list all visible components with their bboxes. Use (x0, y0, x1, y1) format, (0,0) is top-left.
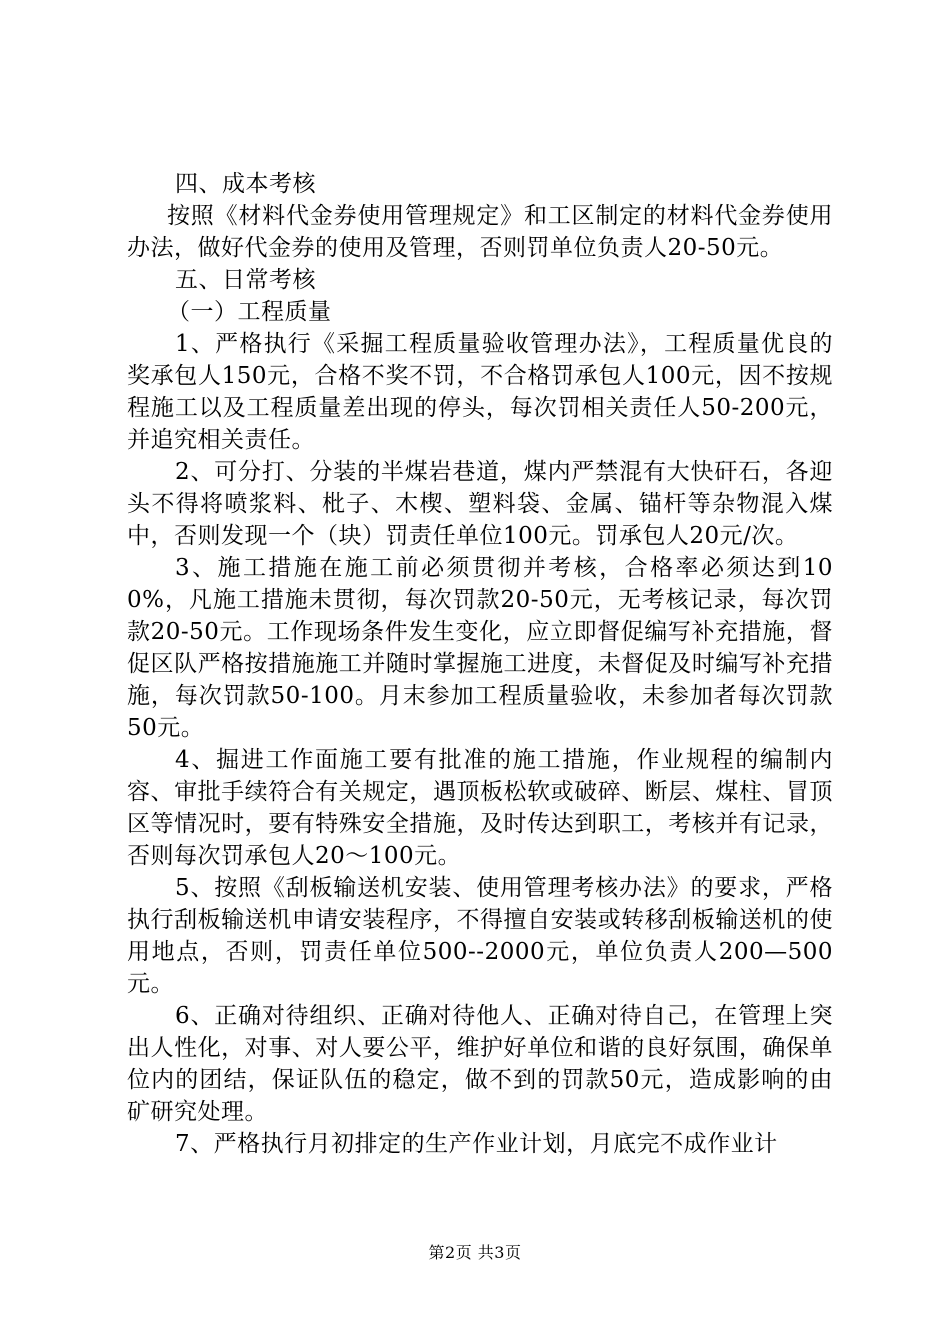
paragraph-item-4: 4、掘进工作面施工要有批准的施工措施，作业规程的编制内容、审批手续符合有关规定，遇顶板松软或破碎、断层、煤柱、冒顶区等情况时，要有特殊安全措施，及时传达到职工，考核并有记录，否则每次罚承包人20～100元。 (127, 747, 833, 869)
paragraph-cost-assessment: 按照《材料代金券使用管理规定》和工区制定的材料代金券使用办法，做好代金券的使用及管理，否则罚单位负责人20-50元。 (127, 203, 833, 261)
paragraph-item-7: 7、严格执行月初排定的生产作业计划，月底完不成作业计 (175, 1131, 778, 1157)
section-heading-daily-assessment: 五、日常考核 (175, 267, 316, 293)
paragraph-item-5: 5、按照《刮板输送机安装、使用管理考核办法》的要求，严格执行刮板输送机申请安装程序，不得擅自安装或转移刮板输送机的使用地点，否则，罚责任单位500--2000元，单位负责人200—500元。 (127, 875, 833, 997)
page-number: 第2页 共3页 (428, 1243, 522, 1262)
paragraph-item-1: 1、严格执行《采掘工程质量验收管理办法》，工程质量优良的奖承包人150元，合格不奖不罚，不合格罚承包人100元，因不按规程施工以及工程质量差出现的停头，每次罚相关责任人50-200元，并追究相关责任。 (127, 331, 833, 453)
document-body (127, 168, 833, 1160)
page-footer (0, 1240, 950, 1263)
section-heading-cost-assessment: 四、成本考核 (175, 171, 316, 197)
paragraph-item-2: 2、可分打、分装的半煤岩巷道，煤内严禁混有大快矸石，各迎头不得将喷浆料、枇子、木楔、塑料袋、金属、锚杆等杂物混入煤中，否则发现一个（块）罚责任单位100元。罚承包人20元/次。 (127, 459, 833, 549)
subsection-heading-engineering-quality: （一）工程质量 (167, 299, 332, 325)
paragraph-item-3: 3、施工措施在施工前必须贯彻并考核，合格率必须达到100%，凡施工措施未贯彻，每次罚款20-50元，无考核记录，每次罚款20-50元。工作现场条件发生变化，应立即督促编写补充措施，督促区队严格按措施施工并随时掌握施工进度，未督促及时编写补充措施，每次罚款50-100。月末参加工程质量验收，未参加者每次罚款50元。 (127, 555, 833, 741)
paragraph-item-6: 6、正确对待组织、正确对待他人、正确对待自己，在管理上突出人性化，对事、对人要公平，维护好单位和谐的良好氛围，确保单位内的团结，保证队伍的稳定，做不到的罚款50元，造成影响的由矿研究处理。 (127, 1003, 833, 1125)
